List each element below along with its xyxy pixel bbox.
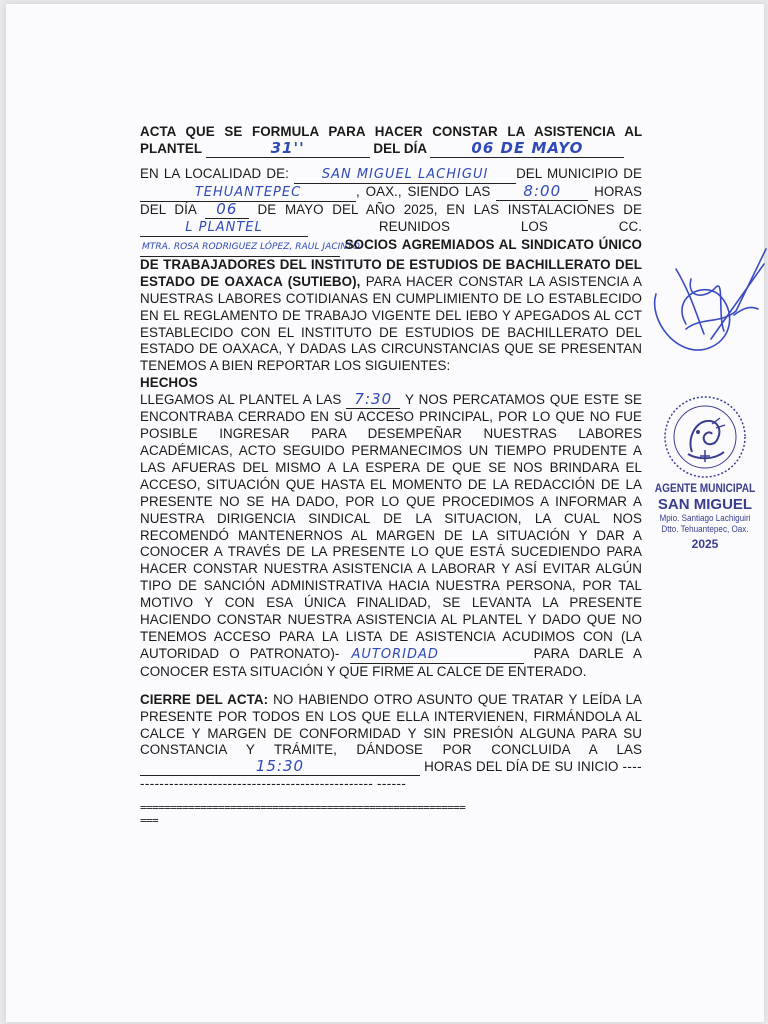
horas-del-label: HORAS DEL <box>424 759 502 775</box>
municipio-label: DEL MUNICIPIO DE <box>516 165 642 181</box>
acta-document <box>140 124 642 827</box>
hechos-paragraph <box>140 392 642 681</box>
stamp-line-2: SAN MIGUEL <box>657 496 753 513</box>
instalaciones-field[interactable]: L PLANTEL <box>140 221 308 237</box>
plantel-label: PLANTEL <box>140 140 202 156</box>
dash-fill-line: ---------------------------------------------------- <box>140 759 642 792</box>
intro-body-text: PARA HACER CONSTAR LA ASISTENCIA A NUESTRAS LABORES COTIDIANAS EN CUMPLIMIENTO DE LO ESTABLECIDO EN EL REGLAMENTO DE TRABAJO VIGENTE DEL IEBO Y APEGADOS AL CCT ESTABLECIDO CON EL INSTITUTO DE ESTUDIOS DE BACHILLERATO DEL ESTADO DE OAXACA, Y DADAS LAS CIRCUNSTANCIAS QUE SE PRESENTAN TENEMOS A BIEN REPORTAR LOS SIGUIENTES: <box>140 273 642 374</box>
conclusion-hora-field[interactable]: 15:30 <box>140 760 420 776</box>
stamp-line-3: Mpio. Santiago Lachiguiri <box>659 513 751 523</box>
dash-fill-line-end: ------ <box>377 776 407 792</box>
oax-label: , OAX., SIENDO LAS <box>356 183 491 199</box>
stamp-line-1: AGENTE MUNICIPAL <box>654 483 756 495</box>
equals-fill-line-end: === <box>140 814 159 828</box>
hechos-body-text: Y NOS PERCATAMOS QUE ESTE SE ENCONTRABA CERRADO EN SU ACCESO PRINCIPAL, POR LO QUE NO FUE POSIBLE INGRESAR PARA DESEMPEÑAR NUESTRAS LABORES ACADÉMICAS, ACTO SEGUIDO PERMANECIMOS UN TIEMPO PRUDENTE A LAS AFUERAS DEL MISMO A LA ESPERA DE QUE SE NOS BRINDARA EL ACCESO, SITUACIÓN QUE HASTA EL MOMENTO DE LA REDACCIÓN DE LA PRESENTE NO SE HA DADO, POR LO QUE PROCEDIMOS A INFORMAR A NUESTRA DIRIGENCIA SINDICAL DE LA SITUACION, LA CUAL NOS RECOMENDÓ MANTENERNOS AL MARGEN DE LA SITUACIÓN Y DAR A CONOCER A TRAVÉS DE LA PRESENTE LO QUE ESTÁ SUCEDIENDO PARA HACER CONSTAR NUESTRA ASISTENCIA A LABORAR Y ASÍ EVITAR ALGÚN TIPO DE SANCIÓN ADMINISTRATIVA HACIA NUESTRA PERSONA, POR TAL MOTIVO Y CON ESA ÚNICA FINALIDAD, SE LEVANTA LA PRESENTE HACIENDO CONSTAR NUESTRA ASISTENCIA AL PLANTEL Y DADO QUE NO TENEMOS ACCESO PARA LA LISTA DE ASISTENCIA ACUDIMOS CON (LA AUTORIDAD O PATRONATO)- <box>140 392 642 661</box>
localidad-label: EN LA LOCALIDAD DE: <box>140 165 289 181</box>
stamp-line-4: Dtto. Tehuantepec, Oax. <box>661 524 749 534</box>
dia-field[interactable]: 06 <box>205 203 249 219</box>
municipio-field[interactable]: TEHUANTEPEC <box>140 186 356 202</box>
hechos-heading: HECHOS <box>140 375 198 391</box>
intro-paragraph <box>140 166 642 375</box>
llegamos-label: LLEGAMOS AL PLANTEL A LAS <box>140 392 342 408</box>
ccs-field[interactable]: MTRA. ROSA RODRIGUEZ LÓPEZ, RAUL JACINTO <box>140 241 340 257</box>
horas-dia-label: HORAS DEL DÍA <box>140 183 642 217</box>
equals-fill-line: ====================================================== <box>140 801 466 815</box>
dia-label: DEL DÍA <box>373 140 427 156</box>
plantel-field[interactable]: 31'' <box>206 142 370 158</box>
acta-heading <box>140 124 642 158</box>
reunidos-label: REUNIDOS LOS CC. <box>378 218 642 234</box>
dia-inicio-label: DÍA DE SU INICIO <box>505 759 619 775</box>
signature-image <box>646 239 768 369</box>
localidad-field[interactable]: SAN MIGUEL LACHIGUI <box>294 168 516 184</box>
cierre-label: CIERRE DEL ACTA: <box>140 691 269 707</box>
date-field[interactable]: 06 DE MAYO <box>430 142 624 158</box>
hora-field[interactable]: 8:00 <box>496 185 588 201</box>
socios-label: SOCIOS <box>344 236 398 252</box>
municipal-stamp <box>646 394 764 569</box>
hechos-closing-text: PARA DARLE A CONOCER ESTA SITUACIÓN Y QUE FIRME AL CALCE DE ENTERADO. <box>140 645 642 679</box>
cierre-body-text: NO HABIENDO OTRO ASUNTO QUE TRATAR Y LEÍDA LA PRESENTE POR TODOS EN LOS QUE ELLA INTERVIENEN, FIRMÁNDOLA AL CALCE Y MARGEN DE CONFORMIDAD Y SIN PRESIÓN ALGUNA PARA SU CONSTANCIA Y TRÁMITE, DÁNDOSE POR CONCLUIDA A LAS <box>140 691 642 758</box>
instalaciones-label: DE MAYO DEL AÑO 2025, EN LAS INSTALACIONES DE <box>257 201 642 217</box>
mexico-seal-icon <box>662 394 748 480</box>
document-page <box>6 4 764 1022</box>
stamp-year: 2025 <box>691 537 719 551</box>
acta-title-line: ACTA QUE SE FORMULA PARA HACER CONSTAR LA ASISTENCIA AL <box>140 124 642 139</box>
sindicato-text: AGREMIADOS AL SINDICATO ÚNICO DE TRABAJADORES DEL INSTITUTO DE ESTUDIOS DE BACHILLERATO DEL ESTADO DE OAXACA (SUTIEBO), <box>140 236 643 289</box>
cierre-paragraph <box>140 692 642 794</box>
llegada-hora-field[interactable]: 7:30 <box>346 393 400 409</box>
autoridad-field[interactable]: AUTORIDAD <box>350 648 524 664</box>
